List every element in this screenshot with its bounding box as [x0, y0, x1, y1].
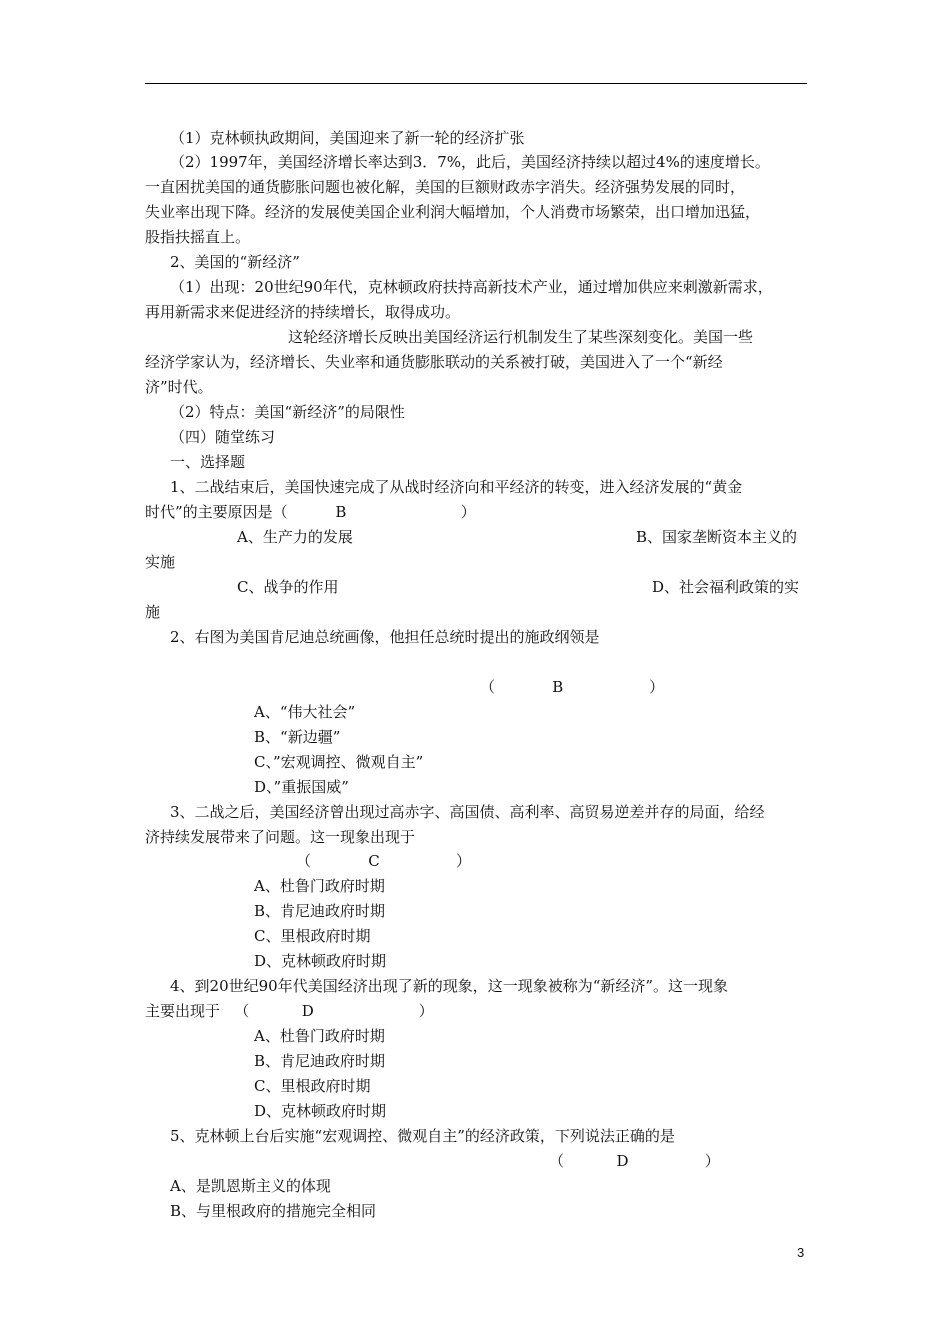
option-line: C、里根政府时期 [254, 927, 371, 945]
text-line: （四）随堂练习 [170, 428, 276, 446]
option-line: D、”重振国威” [254, 778, 349, 796]
option-line: D、社会福利政策的实 [652, 578, 800, 596]
text-line: 失业率出现下降。经济的发展使美国企业利润大幅增加，个人消费市场繁荣，出口增加迅猛， [145, 203, 761, 221]
option-line: A、生产力的发展 [237, 528, 353, 546]
text-line: （1）出现：20世纪90年代，克林顿政府扶持高新技术产业，通过增加供应来刺激新需求， [170, 278, 773, 296]
option-line: C、里根政府时期 [254, 1077, 371, 1095]
question-line: 5、克林顿上台后实施“宏观调控、微观自主”的经济政策，下列说法正确的是 [170, 1127, 675, 1145]
text-line: 施 [145, 603, 161, 621]
text-line: 一、选择题 [170, 453, 246, 471]
option-line: B、与里根政府的措施完全相同 [170, 1202, 377, 1220]
header-rule [145, 83, 807, 84]
text-line: 再用新需求来促进经济的持续增长，取得成功。 [145, 303, 461, 321]
option-line: B、肯尼迪政府时期 [254, 1052, 386, 1070]
text-line: 这轮经济增长反映出美国经济运行机制发生了某些深刻变化。美国一些 [288, 328, 754, 346]
text-line: 2、美国的“新经济” [170, 253, 300, 271]
text-line: 一直困扰美国的通货膨胀问题也被化解，美国的巨额财政赤字消失。经济强势发展的同时， [145, 178, 746, 196]
option-line: D、克林顿政府时期 [254, 1102, 387, 1120]
option-line: C、”宏观调控、微观自主” [254, 753, 424, 771]
answer-line: （ B ） [480, 678, 665, 696]
option-line: B、“新边疆” [254, 728, 341, 746]
text-line: 经济学家认为，经济增长、失业率和通货膨胀联动的关系被打破，美国进入了一个“新经 [145, 353, 723, 371]
answer-line: （ D ） [549, 1152, 720, 1170]
text-line: 济”时代。 [145, 378, 213, 396]
text-line: 实施 [145, 553, 176, 571]
text-line: （2）特点：美国“新经济”的局限性 [170, 403, 405, 421]
answer-line: 时代”的主要原因是（ B ） [145, 503, 476, 521]
question-line: 1、二战结束后，美国快速完成了从战时经济向和平经济的转变，进入经济发展的“黄金 [170, 478, 743, 496]
answer-line: （ C ） [296, 852, 471, 870]
page-number: 3 [797, 1245, 805, 1260]
question-line: 4、到20世纪90年代美国经济出现了新的现象，这一现象被称为“新经济”。这一现象 [170, 977, 729, 995]
option-line: B、国家垄断资本主义的 [636, 528, 798, 546]
option-line: C、战争的作用 [237, 578, 339, 596]
option-line: A、杜鲁门政府时期 [254, 877, 385, 895]
text-line: （2）1997年，美国经济增长率达到3．7%，此后，美国经济持续以超过4%的速度增长。 [170, 153, 770, 171]
question-line: 济持续发展带来了问题。这一现象出现于 [145, 828, 416, 846]
option-line: A、是凯恩斯主义的体现 [170, 1177, 331, 1195]
answer-line: 主要出现于 （ D ） [145, 1002, 434, 1020]
option-line: D、克林顿政府时期 [254, 952, 387, 970]
option-line: A、杜鲁门政府时期 [254, 1027, 385, 1045]
text-line: （1）克林顿执政期间，美国迎来了新一轮的经济扩张 [170, 129, 525, 147]
option-line: B、肯尼迪政府时期 [254, 902, 386, 920]
question-line: 2、右图为美国肯尼迪总统画像，他担任总统时提出的施政纲领是 [170, 628, 600, 646]
option-line: A、“伟大社会” [254, 703, 356, 721]
text-line: 股指扶摇直上。 [145, 228, 251, 246]
question-line: 3、二战之后，美国经济曾出现过高赤字、高国债、高利率、高贸易逆差并存的局面，给经 [170, 803, 765, 821]
